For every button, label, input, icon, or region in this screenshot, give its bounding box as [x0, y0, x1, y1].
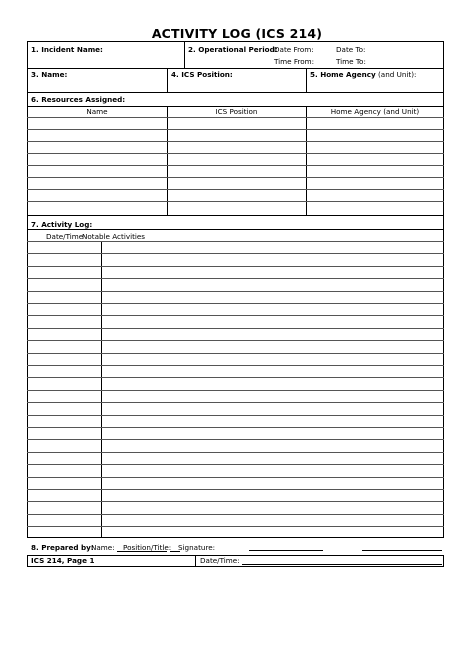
activity-row-line	[27, 377, 444, 378]
activity-header-top	[27, 229, 444, 230]
date-from-label: Date From:	[274, 45, 314, 54]
activity-row-line	[27, 328, 444, 329]
activity-row-line	[27, 278, 444, 279]
activity-row-line	[27, 253, 444, 254]
activity-row-line	[27, 315, 444, 316]
resources-section-bottom	[27, 215, 444, 216]
activity-row-line	[27, 365, 444, 366]
header-vdivider-3	[306, 68, 307, 92]
resources-row-line	[27, 141, 444, 142]
resources-row-line	[27, 189, 444, 190]
activity-row-line	[27, 464, 444, 465]
home-agency-label-bold: 5. Home Agency	[310, 70, 376, 79]
activity-row-line	[27, 402, 444, 403]
resources-vdivider-2	[306, 106, 307, 215]
footer-page-label: ICS 214, Page 1	[31, 556, 95, 565]
home-agency-label	[310, 70, 416, 79]
activity-row-line	[27, 501, 444, 502]
activity-row-line	[27, 452, 444, 453]
form-title: ACTIVITY LOG (ICS 214)	[151, 26, 323, 41]
name-label: 3. Name:	[31, 70, 68, 79]
activity-row-line	[27, 390, 444, 391]
resources-col-home-agency: Home Agency (and Unit)	[330, 107, 420, 116]
signature-line-extra[interactable]	[362, 550, 442, 551]
activity-col-notable: Notable Activities	[82, 232, 146, 241]
activity-row-line	[27, 477, 444, 478]
activity-row-line	[27, 514, 444, 515]
resources-col-name: Name	[86, 107, 108, 116]
row-divider-2	[27, 92, 444, 93]
resources-row-line	[27, 153, 444, 154]
signature-line[interactable]	[249, 550, 323, 551]
resources-row-line	[27, 165, 444, 166]
resources-assigned-label: 6. Resources Assigned:	[31, 95, 126, 104]
activity-row-line	[27, 526, 444, 527]
activity-row-line	[27, 427, 444, 428]
header-vdivider-2	[167, 68, 168, 92]
resources-col-ics-position: ICS Position	[215, 107, 258, 116]
activity-row-line	[27, 415, 444, 416]
resources-row-line	[27, 117, 444, 118]
activity-row-line	[27, 291, 444, 292]
header-vdivider-1	[184, 41, 185, 68]
time-from-label: Time From:	[274, 57, 315, 66]
activity-row-line	[27, 353, 444, 354]
footer-date-time-label: Date/Time:	[200, 556, 240, 565]
activity-row-line	[27, 303, 444, 304]
home-agency-label-suffix: (and Unit):	[378, 70, 417, 79]
operational-period-label: 2. Operational Period:	[188, 45, 278, 54]
prepared-by-label: 8. Prepared by:	[31, 543, 94, 552]
footer-date-time-line[interactable]	[242, 564, 442, 565]
time-to-label: Time To:	[336, 57, 366, 66]
activity-row-line	[27, 439, 444, 440]
activity-row-line	[27, 241, 444, 242]
prepared-signature-label: Signature:	[178, 543, 216, 552]
resources-vdivider-1	[167, 106, 168, 215]
ics-position-label: 4. ICS Position:	[171, 70, 233, 79]
date-to-label: Date To:	[336, 45, 366, 54]
prepared-position-label: Position/Title:	[123, 543, 172, 552]
activity-row-line	[27, 489, 444, 490]
activity-row-line	[27, 266, 444, 267]
resources-row-line	[27, 177, 444, 178]
resources-row-line	[27, 129, 444, 130]
prepared-name-label: Name:	[91, 543, 115, 552]
activity-col-date-time: Date/Time	[46, 232, 84, 241]
resources-row-line	[27, 201, 444, 202]
activity-log-label: 7. Activity Log:	[31, 220, 93, 229]
row-divider-1	[27, 68, 444, 69]
activity-row-line	[27, 340, 444, 341]
incident-name-label: 1. Incident Name:	[31, 45, 103, 54]
